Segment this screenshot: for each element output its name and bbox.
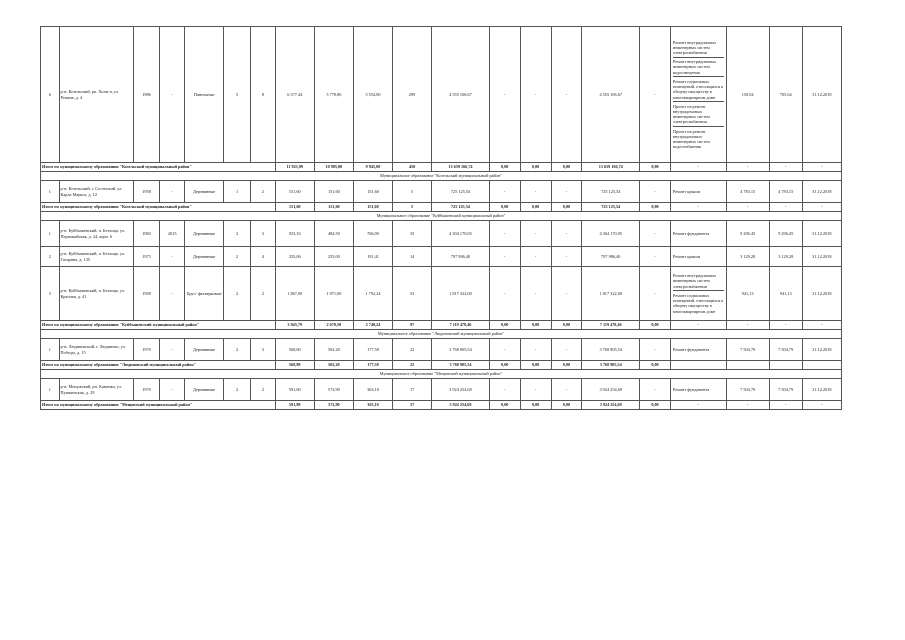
cell-year-built: 1970 xyxy=(133,339,160,361)
cell-cost-region: - xyxy=(520,267,551,321)
cell-address: р-н. Куйбышевский, п. Бетлица, ул. Первомайская, д. 24, корп. 6 xyxy=(59,221,133,247)
total-label: Итого по муниципальному образованию "Мещовский муниципальный район" xyxy=(41,401,276,410)
total-dash2: - xyxy=(726,163,769,172)
cell-entrances: 4 xyxy=(251,247,276,267)
cell-unit-cost-max: 3 129,28 xyxy=(769,247,802,267)
cell-deadline: 31.12.2018 xyxy=(802,267,841,321)
cell-works xyxy=(670,339,726,361)
cell-cost-other: - xyxy=(640,247,671,267)
total-residents: 5 xyxy=(393,203,432,212)
cell-entrances: 2 xyxy=(251,181,276,203)
cell-cost-total: 4 555 106,67 xyxy=(432,27,490,163)
table-row xyxy=(41,247,842,267)
cell-cost-fund: - xyxy=(489,221,520,247)
table-row xyxy=(41,181,842,203)
cell-cost-owners: 1 817 322,00 xyxy=(582,267,640,321)
cell-entrances: 3 xyxy=(251,339,276,361)
cell-address: р-н. Куйбышевский, п. Бетлица, ул. Красная, д. 41 xyxy=(59,267,133,321)
table-row xyxy=(41,267,842,321)
cell-residents: 22 xyxy=(393,339,432,361)
cell-cost-fund: - xyxy=(489,379,520,401)
cell-deadline: 31.12.2018 xyxy=(802,379,841,401)
cell-year-commission: - xyxy=(160,27,185,163)
cell-cost-owners: 725 125,54 xyxy=(582,181,640,203)
cell-wall: Деревянные xyxy=(185,181,224,203)
cell-year-commission: - xyxy=(160,181,185,203)
municipality-total-row xyxy=(41,321,842,330)
cell-residents: 14 xyxy=(393,247,432,267)
total-cost-total: 3 768 905,54 xyxy=(432,361,490,370)
cell-area-living: 1 871,00 xyxy=(314,267,353,321)
cell-unit-cost: 941,13 xyxy=(726,267,769,321)
table-row xyxy=(41,339,842,361)
total-dash3: - xyxy=(769,203,802,212)
table-row xyxy=(41,221,842,247)
cell-cost-owners: 3 924 254,69 xyxy=(582,379,640,401)
cell-num: 1 xyxy=(41,221,60,247)
cell-works xyxy=(670,27,726,163)
total-cost-other: 0,00 xyxy=(640,401,671,410)
capital-repair-table xyxy=(40,26,842,410)
cell-deadline: 31.12.2018 xyxy=(802,221,841,247)
total-area-living: 151,60 xyxy=(314,203,353,212)
cell-deadline: 31.12.2018 xyxy=(802,181,841,203)
total-dash1: - xyxy=(670,163,726,172)
total-area-total: 591,80 xyxy=(275,401,314,410)
total-cost-other: 0,00 xyxy=(640,203,671,212)
total-area-living: 10 985,80 xyxy=(314,163,353,172)
cell-cost-other: - xyxy=(640,221,671,247)
cell-floors: 5 xyxy=(224,27,251,163)
cell-num: 1 xyxy=(41,339,60,361)
cell-area-total: 568,80 xyxy=(275,339,314,361)
cell-area-total: 255,06 xyxy=(275,247,314,267)
cell-unit-cost-max: 705,64 xyxy=(769,27,802,163)
cell-cost-other: - xyxy=(640,181,671,203)
cell-entrances: 2 xyxy=(251,379,276,401)
total-cost-local: 0,00 xyxy=(551,203,582,212)
cell-year-commission: - xyxy=(160,339,185,361)
cell-residents: 53 xyxy=(393,267,432,321)
cell-address: р-н. Козельский, г. Сосенский, ул. Карла Маркса, д. 12 xyxy=(59,181,133,203)
cell-residents: 299 xyxy=(393,27,432,163)
cell-unit-cost: 7 504,79 xyxy=(726,379,769,401)
cell-wall: Деревянные xyxy=(185,247,224,267)
cell-deadline: 31.12.2018 xyxy=(802,27,841,163)
municipality-total-row xyxy=(41,401,842,410)
total-cost-total: 13 659 166,74 xyxy=(432,163,490,172)
municipality-header: Муниципальное образование "Куйбышевский муниципальный район" xyxy=(41,212,842,221)
cell-area-living: 572,90 xyxy=(314,379,353,401)
cell-address: р-н. Куйбышевский, п. Бетлица, ул. Гагарина, д. 135 xyxy=(59,247,133,267)
cell-residents: 5 xyxy=(393,181,432,203)
total-dash2: - xyxy=(726,203,769,212)
cell-cost-local: - xyxy=(551,27,582,163)
cell-deadline: 31.12.2018 xyxy=(802,339,841,361)
cell-area-living: 255,00 xyxy=(314,247,353,267)
cell-unit-cost-max: 9 296,45 xyxy=(769,221,802,247)
total-cost-fund: 0,00 xyxy=(489,163,520,172)
cell-wall: Деревянные xyxy=(185,339,224,361)
total-area-residential: 363,10 xyxy=(353,401,392,410)
total-area-total: 568,80 xyxy=(275,361,314,370)
total-dash4: - xyxy=(802,401,841,410)
total-dash4: - xyxy=(802,163,841,172)
cell-wall: Панельные xyxy=(185,27,224,163)
total-area-living: 572,90 xyxy=(314,401,353,410)
work-type: Ремонт подвальных помещений, относящихся к общему имуществу в многоквартирном доме xyxy=(672,292,724,314)
cell-num: 1 xyxy=(41,181,60,203)
total-area-residential: 177,50 xyxy=(353,361,392,370)
cell-wall: Деревянные xyxy=(185,221,224,247)
cell-area-total: 591,80 xyxy=(275,379,314,401)
cell-year-commission: - xyxy=(160,379,185,401)
total-cost-fund: 0,00 xyxy=(489,321,520,330)
cell-cost-region: - xyxy=(520,379,551,401)
cell-num: 2 xyxy=(41,247,60,267)
cell-address: р-н. Мещовский, рп. Каменка, ул. Пушкинская, д. 29 xyxy=(59,379,133,401)
cell-area-residential: 177,50 xyxy=(353,339,392,361)
cell-works xyxy=(670,221,726,247)
work-type: Ремонт фундамента xyxy=(672,386,710,392)
total-cost-owners: 13 659 166,74 xyxy=(582,163,640,172)
total-cost-local: 0,00 xyxy=(551,321,582,330)
work-type: Ремонт фундамента xyxy=(672,346,710,352)
cell-cost-total: 1 817 322,00 xyxy=(432,267,490,321)
cell-deadline: 31.12.2018 xyxy=(802,247,841,267)
cell-works xyxy=(670,379,726,401)
cell-area-residential: 1 792,24 xyxy=(353,267,392,321)
cell-floors: 2 xyxy=(224,247,251,267)
cell-unit-cost: 3 129,28 xyxy=(726,247,769,267)
cell-cost-local: - xyxy=(551,247,582,267)
cell-floors: 2 xyxy=(224,267,251,321)
cell-cost-total: 725 125,54 xyxy=(432,181,490,203)
cell-unit-cost-max: 7 504,79 xyxy=(769,379,802,401)
municipality-header-row xyxy=(41,370,842,379)
cell-area-total: 1 867,00 xyxy=(275,267,314,321)
total-cost-fund: 0,00 xyxy=(489,361,520,370)
cell-cost-owners: 797 986,40 xyxy=(582,247,640,267)
cell-residents: 35 xyxy=(393,221,432,247)
total-cost-total: 725 125,54 xyxy=(432,203,490,212)
cell-area-living: 502,20 xyxy=(314,339,353,361)
cell-cost-local: - xyxy=(551,267,582,321)
table-body xyxy=(41,27,842,410)
document-page xyxy=(40,26,842,410)
total-cost-fund: 0,00 xyxy=(489,401,520,410)
cell-cost-local: - xyxy=(551,379,582,401)
municipality-header-row xyxy=(41,172,842,181)
total-area-total: 3 045,79 xyxy=(275,321,314,330)
cell-unit-cost: 4 783,15 xyxy=(726,181,769,203)
cell-works xyxy=(670,181,726,203)
total-area-total: 151,60 xyxy=(275,203,314,212)
cell-area-residential: 766,00 xyxy=(353,221,392,247)
total-dash4: - xyxy=(802,321,841,330)
total-cost-owners: 7 119 478,46 xyxy=(582,321,640,330)
total-dash1: - xyxy=(670,401,726,410)
cell-unit-cost-max: 941,13 xyxy=(769,267,802,321)
total-cost-total: 3 924 254,69 xyxy=(432,401,490,410)
cell-area-living: 151,60 xyxy=(314,181,353,203)
total-cost-region: 0,00 xyxy=(520,361,551,370)
total-area-residential: 151,60 xyxy=(353,203,392,212)
total-cost-region: 0,00 xyxy=(520,163,551,172)
total-cost-owners: 725 125,54 xyxy=(582,203,640,212)
cell-unit-cost: 9 296,45 xyxy=(726,221,769,247)
total-cost-local: 0,00 xyxy=(551,401,582,410)
total-cost-fund: 0,00 xyxy=(489,203,520,212)
cell-num: 6 xyxy=(41,27,60,163)
cell-area-residential: 191,41 xyxy=(353,247,392,267)
cell-cost-fund: - xyxy=(489,247,520,267)
cell-cost-other: - xyxy=(640,27,671,163)
cell-cost-other: - xyxy=(640,379,671,401)
total-dash1 xyxy=(670,361,726,370)
work-type: Ремонт подвальных помещений, относящихся к общему имуществу в многоквартирном доме xyxy=(673,77,724,102)
municipality-total-row xyxy=(41,361,842,370)
cell-cost-total: 3 768 905,54 xyxy=(432,339,490,361)
cell-area-living: 5 778,80 xyxy=(314,27,353,163)
total-area-residential: 2 740,24 xyxy=(353,321,392,330)
cell-cost-local: - xyxy=(551,181,582,203)
cell-year-built: 1986 xyxy=(133,27,160,163)
total-residents: 450 xyxy=(393,163,432,172)
cell-unit-cost-max: 7 504,79 xyxy=(769,339,802,361)
total-dash4 xyxy=(802,361,841,370)
cell-area-total: 151,60 xyxy=(275,181,314,203)
total-area-living: 502,20 xyxy=(314,361,353,370)
total-dash4: - xyxy=(802,203,841,212)
cell-cost-region: - xyxy=(520,339,551,361)
municipality-header: Муниципальное образование "Мещовский муниципальный район" xyxy=(41,370,842,379)
total-residents: 97 xyxy=(393,321,432,330)
cell-year-built: 1983 xyxy=(133,221,160,247)
cell-year-built: 1958 xyxy=(133,181,160,203)
cell-wall: Брус/ фахверковые xyxy=(185,267,224,321)
cell-cost-owners: 3 768 905,54 xyxy=(582,339,640,361)
cell-year-commission: - xyxy=(160,247,185,267)
total-cost-local: 0,00 xyxy=(551,361,582,370)
cell-num: 1 xyxy=(41,379,60,401)
municipality-total-row xyxy=(41,163,842,172)
total-residents: 37 xyxy=(393,401,432,410)
cell-entrances: 3 xyxy=(251,221,276,247)
cell-year-commission: - xyxy=(160,267,185,321)
total-label: Итого по муниципальному образованию "Козельский муниципальный район" xyxy=(41,163,276,172)
cell-wall: Деревянные xyxy=(185,379,224,401)
total-dash2: - xyxy=(726,321,769,330)
total-dash3: - xyxy=(769,321,802,330)
total-dash2 xyxy=(726,361,769,370)
total-cost-owners: 3 768 905,54 xyxy=(582,361,640,370)
cell-cost-fund: - xyxy=(489,181,520,203)
cell-works xyxy=(670,267,726,321)
work-type: Ремонт крыши xyxy=(672,188,701,194)
total-label: Итого по муниципальному образованию "Козельский муниципальный район" xyxy=(41,203,276,212)
cell-area-residential: 363,10 xyxy=(353,379,392,401)
municipality-total-row xyxy=(41,203,842,212)
total-area-total: 11 923,99 xyxy=(275,163,314,172)
cell-cost-fund: - xyxy=(489,27,520,163)
cell-year-commission: 2015 xyxy=(160,221,185,247)
total-dash3: - xyxy=(769,163,802,172)
cell-entrances: 2 xyxy=(251,267,276,321)
municipality-header-row xyxy=(41,330,842,339)
work-type: Проект на ремонт внутридомовых инженерных систем электроснабжения xyxy=(673,102,724,127)
cell-cost-region: - xyxy=(520,181,551,203)
work-type: Ремонт крыши xyxy=(672,253,701,259)
total-dash1: - xyxy=(670,203,726,212)
total-cost-other: 0,00 xyxy=(640,321,671,330)
total-dash3: - xyxy=(769,401,802,410)
total-dash3 xyxy=(769,361,802,370)
total-cost-owners: 3 924 254,69 xyxy=(582,401,640,410)
cell-year-built: 1970 xyxy=(133,379,160,401)
work-type: Ремонт внутридомовых инженерных систем электроснабжения xyxy=(673,38,724,58)
cell-works xyxy=(670,247,726,267)
municipality-header: Муниципальное образование "Людиновский муниципальный район" xyxy=(41,330,842,339)
work-type: Проект на ремонт внутридомовых инженерных систем водоснабжения xyxy=(672,128,710,150)
cell-year-built: 1958 xyxy=(133,267,160,321)
total-cost-other: 0,00 xyxy=(640,361,671,370)
cell-cost-other: - xyxy=(640,267,671,321)
cell-area-total: 6 577,44 xyxy=(275,27,314,163)
table-row xyxy=(41,27,842,163)
cell-residents: 17 xyxy=(393,379,432,401)
cell-area-residential: 5 554,80 xyxy=(353,27,392,163)
cell-cost-region: - xyxy=(520,221,551,247)
total-label: Итого по муниципальному образованию "Людиновский муниципальный район" xyxy=(41,361,276,370)
municipality-header-row xyxy=(41,212,842,221)
cell-num: 3 xyxy=(41,267,60,321)
cell-floors: 2 xyxy=(224,221,251,247)
cell-cost-fund: - xyxy=(489,339,520,361)
cell-year-built: 1975 xyxy=(133,247,160,267)
total-label: Итого по муниципальному образованию "Куйбышевский муниципальный район" xyxy=(41,321,276,330)
municipality-header: Муниципальное образование "Козельский муниципальный район" xyxy=(41,172,842,181)
cell-unit-cost: 150,04 xyxy=(726,27,769,163)
work-type: Ремонт внутридомовых инженерных систем водоотведения xyxy=(673,58,724,78)
cell-address: р-н. Козельский, рп. Холм-ч, ул. Репина, д. 4 xyxy=(59,27,133,163)
cell-address: р-н. Людиновский, г. Людиново, ул. Победы, д. 15 xyxy=(59,339,133,361)
cell-cost-owners: 4 555 106,67 xyxy=(582,27,640,163)
total-cost-region: 0,00 xyxy=(520,321,551,330)
total-dash2: - xyxy=(726,401,769,410)
total-cost-total: 7 119 478,46 xyxy=(432,321,490,330)
table-row xyxy=(41,379,842,401)
cell-floors: 1 xyxy=(224,181,251,203)
cell-floors: 2 xyxy=(224,339,251,361)
cell-unit-cost: 7 504,79 xyxy=(726,339,769,361)
cell-area-living: 484,50 xyxy=(314,221,353,247)
total-residents: 22 xyxy=(393,361,432,370)
cell-area-total: 923,33 xyxy=(275,221,314,247)
cell-cost-total: 797 986,40 xyxy=(432,247,490,267)
cell-cost-total: 4 304 170,05 xyxy=(432,221,490,247)
total-cost-region: 0,00 xyxy=(520,203,551,212)
total-cost-other: 0,00 xyxy=(640,163,671,172)
cell-cost-total: 3 924 254,69 xyxy=(432,379,490,401)
cell-cost-fund: - xyxy=(489,267,520,321)
work-type: Ремонт фундамента xyxy=(672,230,710,236)
cell-floors: 2 xyxy=(224,379,251,401)
total-dash1: - xyxy=(670,321,726,330)
total-cost-region: 0,00 xyxy=(520,401,551,410)
total-area-residential: 9 945,00 xyxy=(353,163,392,172)
cell-unit-cost-max: 4 783,15 xyxy=(769,181,802,203)
cell-cost-other: - xyxy=(640,339,671,361)
work-type: Ремонт внутридомовых инженерных систем электроснабжения xyxy=(673,272,724,292)
cell-cost-local: - xyxy=(551,221,582,247)
cell-entrances: 8 xyxy=(251,27,276,163)
cell-cost-owners: 4 304 170,05 xyxy=(582,221,640,247)
total-cost-local: 0,00 xyxy=(551,163,582,172)
total-area-living: 2 670,50 xyxy=(314,321,353,330)
cell-cost-local: - xyxy=(551,339,582,361)
cell-cost-region: - xyxy=(520,247,551,267)
cell-area-residential: 151,60 xyxy=(353,181,392,203)
cell-cost-region: - xyxy=(520,27,551,163)
